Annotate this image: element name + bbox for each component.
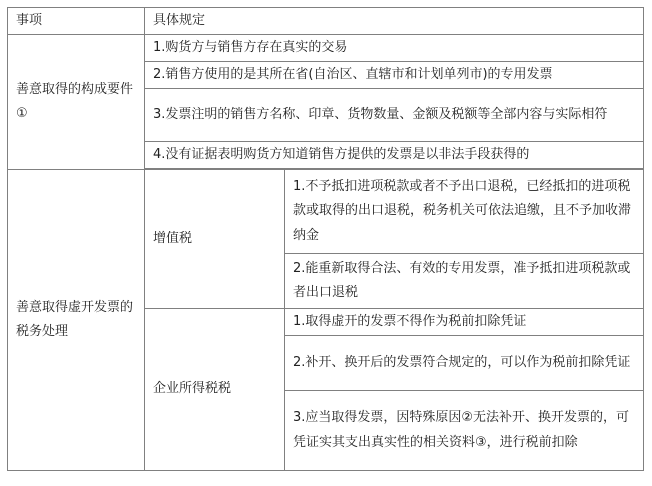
vat-rule-2: 2.能重新取得合法、有效的专用发票，准予抵扣进项税款或者出口退税 bbox=[285, 254, 644, 309]
vat-label: 增值税 bbox=[145, 170, 285, 309]
section1-rule-3: 3.发票注明的销售方名称、印章、货物数量、金额及税额等全部内容与实际相符 bbox=[145, 89, 644, 142]
tax-rules-table bbox=[7, 7, 644, 471]
section1-rule-4: 4.没有证据表明购货方知道销售方提供的发票是以非法手段获得的 bbox=[145, 142, 644, 169]
section1-rule-1: 1.购货方与销售方存在真实的交易 bbox=[145, 35, 644, 62]
table-row bbox=[8, 170, 644, 254]
cit-label: 企业所得税税 bbox=[145, 309, 285, 471]
cit-rule-1: 1.取得虚开的发票不得作为税前扣除凭证 bbox=[285, 309, 644, 336]
table-row bbox=[8, 35, 644, 62]
table-header-row bbox=[8, 8, 644, 35]
vat-rule-1: 1.不予抵扣进项税款或者不予出口退税，已经抵扣的进项税款或取得的出口退税，税务机关可依法追缴，且不予加收滞纳金 bbox=[285, 170, 644, 254]
cit-rule-2: 2.补开、换开后的发票符合规定的，可以作为税前扣除凭证 bbox=[285, 336, 644, 391]
header-col-item: 事项 bbox=[8, 8, 145, 35]
section2-title: 善意取得虚开发票的税务处理 bbox=[8, 170, 145, 471]
cit-rule-3: 3.应当取得发票，因特殊原因②无法补开、换开发票的，可凭证实其支出真实性的相关资料③，进行税前扣除 bbox=[285, 391, 644, 471]
section1-title: 善意取得的构成要件① bbox=[8, 35, 145, 170]
header-col-rule: 具体规定 bbox=[145, 8, 644, 35]
section1-rule-2: 2.销售方使用的是其所在省(自治区、直辖市和计划单列市)的专用发票 bbox=[145, 62, 644, 89]
